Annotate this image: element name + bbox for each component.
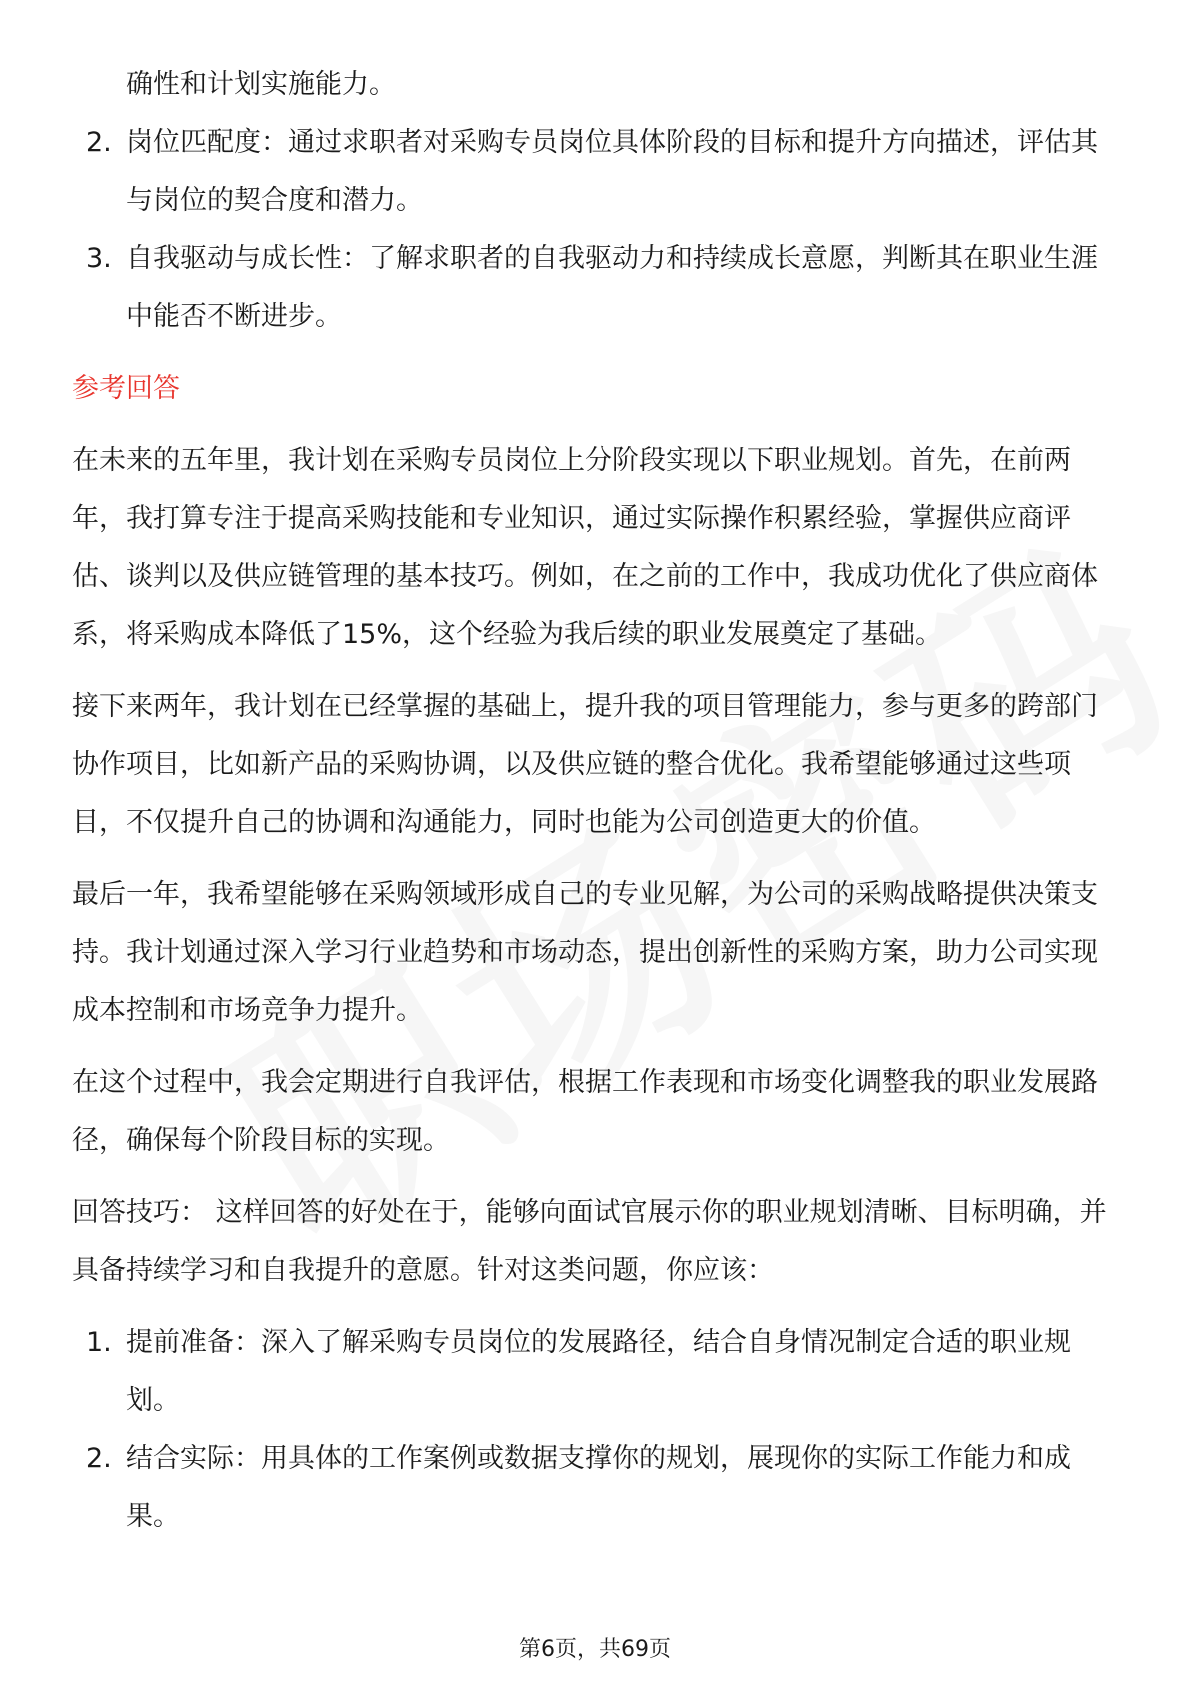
list-item-text: 结合实际：用具体的工作案例或数据支撑你的规划，展现你的实际工作能力和成果。 — [126, 1443, 1071, 1532]
answer-tips: 回答技巧： 这样回答的好处在于，能够向面试官展示你的职业规划清晰、目标明确，并具备持续学习和自我提升的意愿。针对这类问题，你应该： — [72, 1197, 1107, 1286]
list-number: 3. — [86, 243, 112, 274]
paragraph: 接下来两年，我计划在已经掌握的基础上，提升我的项目管理能力，参与更多的跨部门协作项目，比如新产品的采购协调，以及供应链的整合优化。我希望能够通过这些项目，不仅提升自己的协调和沟通能力，同时也能为公司创造更大的价值。 — [72, 691, 1098, 838]
page-number: 第6页，共69页 — [519, 1637, 671, 1662]
list-item — [72, 1430, 1118, 1546]
paragraph: 在这个过程中，我会定期进行自我评估，根据工作表现和市场变化调整我的职业发展路径，确保每个阶段目标的实现。 — [72, 1067, 1098, 1156]
section-title: 参考回答 — [72, 373, 180, 404]
list-item-text: 岗位匹配度：通过求职者对采购专员岗位具体阶段的目标和提升方向描述，评估其与岗位的契合度和潜力。 — [126, 127, 1098, 216]
list-number: 2. — [86, 1443, 112, 1474]
list-item — [72, 1314, 1118, 1430]
paragraph: 最后一年，我希望能够在采购领域形成自己的专业见解，为公司的采购战略提供决策支持。我计划通过深入学习行业趋势和市场动态，提出创新性的采购方案，助力公司实现成本控制和市场竞争力提升。 — [72, 879, 1098, 1026]
list-number: 1. — [86, 1327, 112, 1358]
page-content — [72, 56, 1118, 1546]
list-number: 2. — [86, 127, 112, 158]
list-item-text: 提前准备：深入了解采购专员岗位的发展路径，结合自身情况制定合适的职业规划。 — [126, 1327, 1071, 1416]
paragraph: 在未来的五年里，我计划在采购专员岗位上分阶段实现以下职业规划。首先，在前两年，我打算专注于提高采购技能和专业知识，通过实际操作积累经验，掌握供应商评估、谈判以及供应链管理的基本技巧。例如，在之前的工作中，我成功优化了供应商体系，将采购成本降低了15%，这个经验为我后续的职业发展奠定了基础。 — [72, 445, 1098, 650]
list-item-continuation: 确性和计划实施能力。 — [126, 69, 396, 100]
list-item — [72, 114, 1118, 230]
list-item — [72, 230, 1118, 346]
list-item-text: 自我驱动与成长性：了解求职者的自我驱动力和持续成长意愿，判断其在职业生涯中能否不断进步。 — [126, 243, 1098, 332]
